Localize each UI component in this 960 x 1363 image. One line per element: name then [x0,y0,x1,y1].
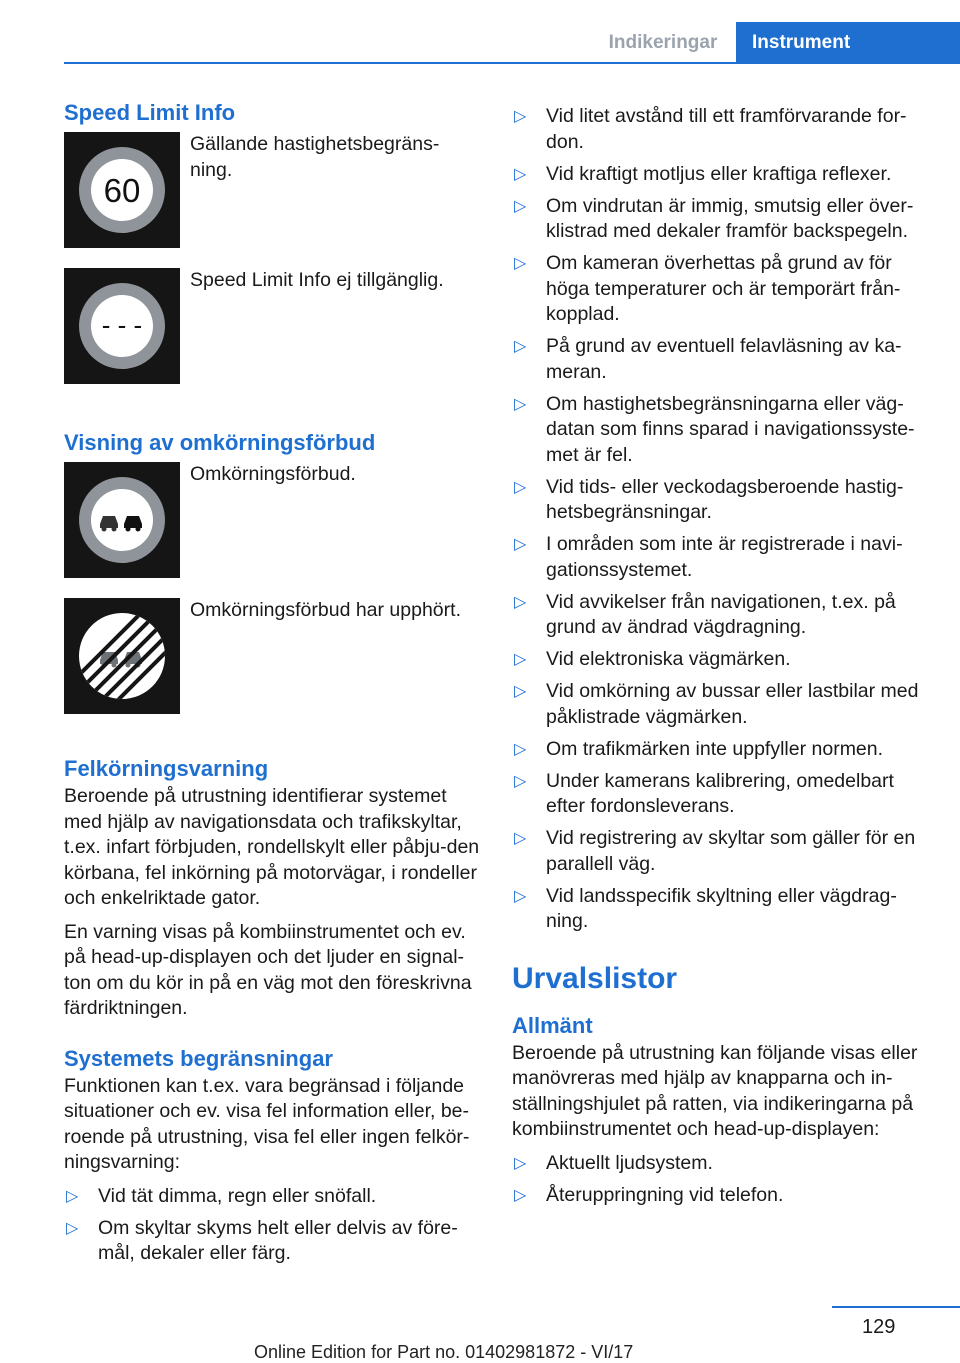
no-overtaking-row [64,462,480,598]
right-column [512,104,928,1215]
no-overtaking-sign-icon [64,462,180,578]
list-item: ▷ Under kamerans kalibrering, omedelbart efter fordonsleverans. [514,769,894,817]
bullet-triangle-icon: ▷ [514,887,527,905]
list-item: ▷ Återuppringning vid telefon. [512,1183,928,1209]
speed-limit-sign-row [64,132,480,268]
limits-list [64,1184,480,1267]
header-divider [64,62,960,64]
bullet-triangle-icon: ▷ [514,772,527,790]
list-item: ▷ Vid tids- eller veckodagsberoende hastig-hetsbegränsningar. [514,475,904,523]
bullet-triangle-icon: ▷ [514,1186,527,1204]
bullet-triangle-icon: ▷ [514,395,527,413]
bullet-triangle-icon: ▷ [514,651,527,668]
speed-limit-60-sign-icon [64,132,180,248]
bullet-triangle-icon: ▷ [514,593,527,611]
list-item: ▷ Aktuellt ljudsystem. [512,1151,928,1177]
bullet-triangle-icon: ▷ [514,165,527,183]
wrong-way-heading: Felkörningsvarning [64,756,269,781]
bullet-triangle-icon: ▷ [514,683,527,700]
general-paragraph: Beroende på utrustning kan följande visas eller manövreras med hjälp av knapparna och in-ställningshjulet på ratten, via indikeringarna på kombiinstrumentet och head-up-displayen: [512,1041,918,1140]
left-column [64,98,480,1273]
list-item: ▷ Vid avvikelser från navigationen, t.ex. på grund av ändrad vägdragning. [514,590,896,638]
end-no-overtaking-row [64,598,480,758]
page-number: 129 [862,1316,896,1338]
speed-limit-heading: Speed Limit Info [64,100,236,125]
list-item: ▷ Om trafikmärken inte uppfyller normen. [512,737,928,763]
general-list [512,1151,928,1209]
speed-limit-unavailable-sign-icon [64,268,180,384]
limits-paragraph: Funktionen kan t.ex. vara begränsad i följande situationer och ev. visa fel information eller, be-roende på utrustning, visa fel eller ingen felkör-ningsvarning: [64,1074,470,1173]
bullet-triangle-icon: ▷ [514,1154,527,1172]
bullet-triangle-icon: ▷ [66,1219,79,1237]
end-no-overtaking-caption: Omkörningsförbud har upphört. [190,599,461,621]
speed-limit-caption: Gällande hastighetsbegräns-ning. [190,133,440,181]
limits-list-continued [512,104,928,935]
speed-limit-unavailable-row [64,268,480,428]
speed-limit-unavailable-caption: Speed Limit Info ej tillgänglig. [190,269,444,291]
bullet-triangle-icon: ▷ [514,478,527,496]
bullet-triangle-icon: ▷ [514,740,527,758]
list-item: ▷ Vid registrering av skyltar som gäller för en parallell väg. [514,827,916,875]
wrong-way-paragraph-1: Beroende på utrustning identifierar systemet med hjälp av navigationsdata och trafikskyltar, t.ex. infart förbjuden, rondellskylt eller påbju-den körbana, fel inkörning på motorvägar, i rondeller och enkelriktade gator. [64,785,480,909]
speed-limit-unavailable-value: - - - [101,310,143,340]
bullet-triangle-icon: ▷ [514,255,527,272]
list-item: ▷ Vid litet avstånd till ett framförvarande for-don. [514,105,907,153]
list-item: ▷ Vid landsspecifik skyltning eller vägdrag-ning. [514,884,897,932]
footer-divider [832,1306,960,1308]
bullet-triangle-icon: ▷ [514,830,527,847]
list-item: ▷ Om hastighetsbegränsningarna eller väg-datan som finns sparad i navigationssyste-met är fel. [514,392,915,466]
wrong-way-paragraph-2: En varning visas på kombiinstrumentet och ev. på head-up-displayen och det ljuder en signal-ton om du kör in på en väg mot den föreskrivna färdriktningen. [64,920,472,1019]
list-item: ▷ Vid tät dimma, regn eller snöfall. [64,1184,480,1210]
edition-footer: Online Edition for Part no. 01402981872 - VI/17 [254,1342,634,1362]
list-item: ▷ Vid omkörning av bussar eller lastbilar med påklistrade vägmärken. [514,680,919,728]
overtaking-heading: Visning av omkörningsförbud [64,430,376,455]
limits-heading: Systemets begränsningar [64,1045,333,1071]
no-overtaking-caption: Omkörningsförbud. [190,463,356,485]
section-title: Urvalslistor [512,961,678,995]
header-tab-indikeringar[interactable]: Indikeringar [608,32,718,53]
header-tab-instrument[interactable]: Instrument [736,22,960,62]
list-item: ▷ Om skyltar skyms helt eller delvis av före-mål, dekaler eller färg. [66,1216,458,1264]
bullet-triangle-icon: ▷ [514,197,527,215]
bullet-triangle-icon: ▷ [66,1187,79,1205]
list-item: ▷ Om vindrutan är immig, smutsig eller över-klistrad med dekaler framför backspegeln. [514,194,914,242]
speed-limit-value: 60 [103,172,141,209]
list-item: ▷ Vid elektroniska vägmärken. [512,647,928,673]
list-item: ▷ Om kameran överhettas på grund av för höga temperaturer och är temporärt från-kopplad. [514,252,901,325]
general-heading: Allmänt [512,1012,593,1038]
bullet-triangle-icon: ▷ [514,536,527,553]
list-item: ▷ På grund av eventuell felavläsning av ka-meran. [514,335,902,383]
end-no-overtaking-sign-icon [64,598,180,714]
bullet-triangle-icon: ▷ [514,338,527,355]
bullet-triangle-icon: ▷ [514,108,527,125]
list-item: ▷ Vid kraftigt motljus eller kraftiga reflexer. [512,162,928,188]
list-item: ▷ I områden som inte är registrerade i navi-gationssystemet. [514,533,903,581]
